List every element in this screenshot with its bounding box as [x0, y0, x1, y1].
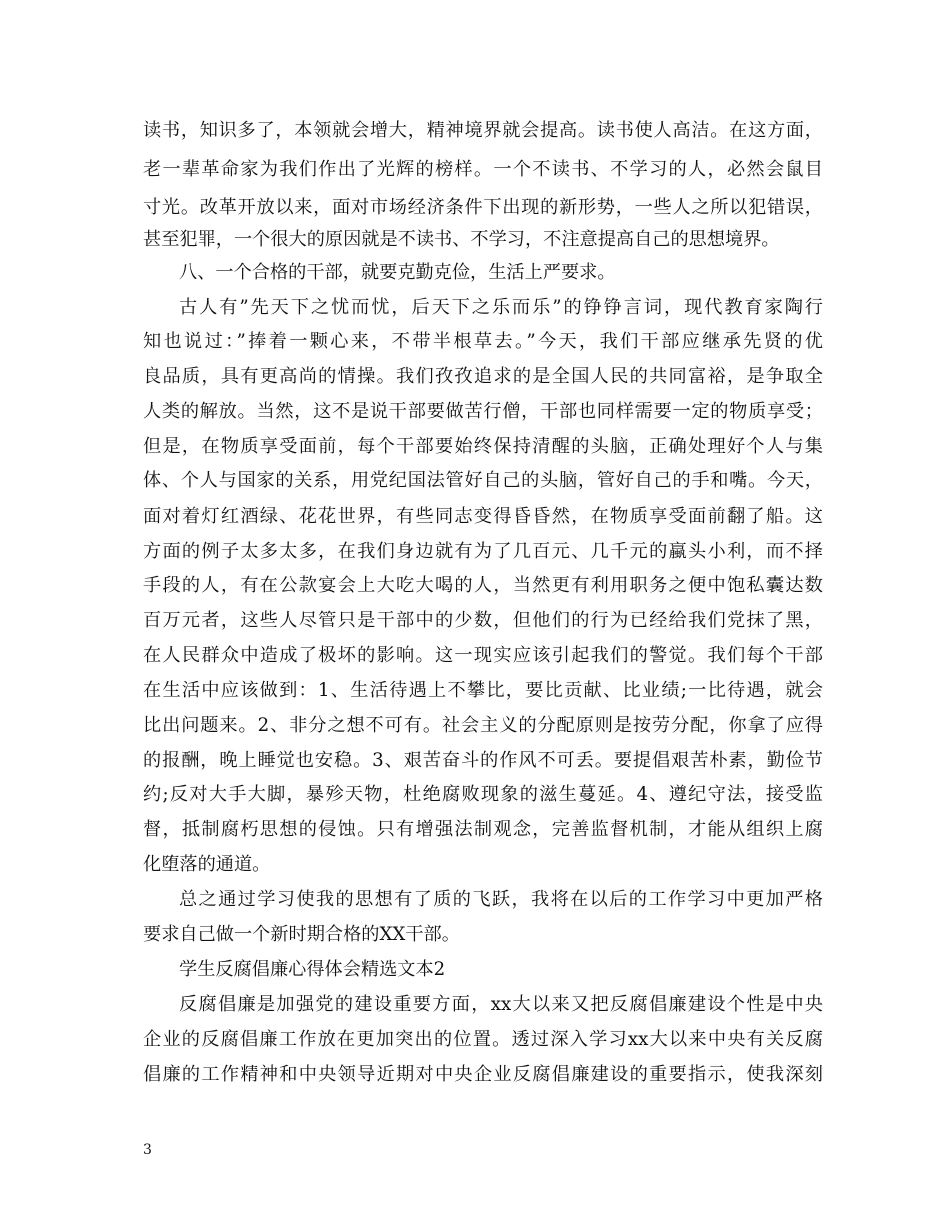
text-line: 化堕落的通道。 — [143, 854, 271, 875]
text-line: 手段的人，有在公款宴会上大吃大喝的人，当然更有利用职务之便中饱私囊达数 — [143, 575, 823, 596]
text-line: 寸光。改革开放以来，面对市场经济条件下出现的新形势，一些人之所以犯错误， — [143, 197, 823, 218]
text-line: 要求自己做一个新时期合格的XX干部。 — [143, 924, 460, 945]
text-line: 良品质，具有更高尚的情操。我们孜孜追求的是全国人民的共同富裕，是争取全 — [143, 366, 823, 387]
section-heading: 学生反腐倡廉心得体会精选文本2 — [179, 959, 446, 980]
text-line: 总之通过学习使我的思想有了质的飞跃，我将在以后的工作学习中更加严格 — [179, 889, 823, 910]
text-line: 在生活中应该做到：1、生活待遇上不攀比，要比贡献、比业绩;一比待遇，就会 — [143, 680, 823, 701]
text-line: 在人民群众中造成了极坏的影响。这一现实应该引起我们的警觉。我们每个干部 — [143, 645, 823, 666]
text-line: 知也说过：”捧着一颗心来，不带半根草去。”今天，我们干部应继承先贤的优 — [143, 331, 823, 352]
text-line: 比出问题来。2、非分之想不可有。社会主义的分配原则是按劳分配，你拿了应得 — [143, 715, 823, 736]
text-line: 百万元者，这些人尽管只是干部中的少数，但他们的行为已经给我们党抹了黑， — [143, 610, 823, 631]
text-line: 督，抵制腐朽思想的侵蚀。只有增强法制观念，完善监督机制，才能从组织上腐 — [143, 819, 823, 840]
text-line: 甚至犯罪，一个很大的原因就是不读书、不学习，不注意提高自己的思想境界。 — [143, 229, 780, 250]
text-line: 读书，知识多了，本领就会增大，精神境界就会提高。读书使人高洁。在这方面， — [143, 120, 823, 141]
text-line: 约;反对大手大脚，暴殄天物，杜绝腐败现象的滋生蔓延。4、遵纪守法，接受监 — [143, 784, 823, 805]
text-line: 方面的例子太多太多，在我们身边就有为了几百元、几千元的蠃头小利，而不择 — [143, 541, 823, 562]
text-line: 古人有”先天下之忧而忧，后天下之乐而乐”的铮铮言词，现代教育家陶行 — [179, 297, 823, 318]
text-line: 人类的解放。当然，这不是说干部要做苦行僧，干部也同样需要一定的物质享受； — [143, 401, 823, 422]
text-line: 面对着灯红酒绿、花花世界，有些同志变得昏昏然，在物质享受面前翻了船。这 — [143, 506, 823, 527]
text-line: 的报酬，晚上睡觉也安稳。3、艰苦奋斗的作风不可丢。要提倡艰苦朴素，勤俭节 — [143, 750, 823, 771]
text-line: 老一辈革命家为我们作出了光辉的榜样。一个不读书、不学习的人，必然会鼠目 — [143, 159, 823, 180]
text-line: 但是，在物质享受面前，每个干部要始终保持清醒的头脑，正确处理好个人与集 — [143, 436, 823, 457]
text-line: 企业的反腐倡廉工作放在更加突出的位置。透过深入学习xx大以来中央有关反腐 — [143, 1029, 823, 1050]
text-line: 体、个人与国家的关系，用党纪国法管好自己的头脑，管好自己的手和嘴。今天， — [143, 470, 823, 491]
section-heading: 八、一个合格的干部，就要克勤克俭，生活上严要求。 — [179, 262, 616, 283]
page-number: 3 — [143, 1142, 152, 1158]
text-line: 反腐倡廉是加强党的建设重要方面，xx大以来又把反腐倡廉建设个性是中央 — [179, 994, 823, 1015]
text-line: 倡廉的工作精神和中央领导近期对中央企业反腐倡廉建设的重要指示，使我深刻 — [143, 1064, 823, 1085]
